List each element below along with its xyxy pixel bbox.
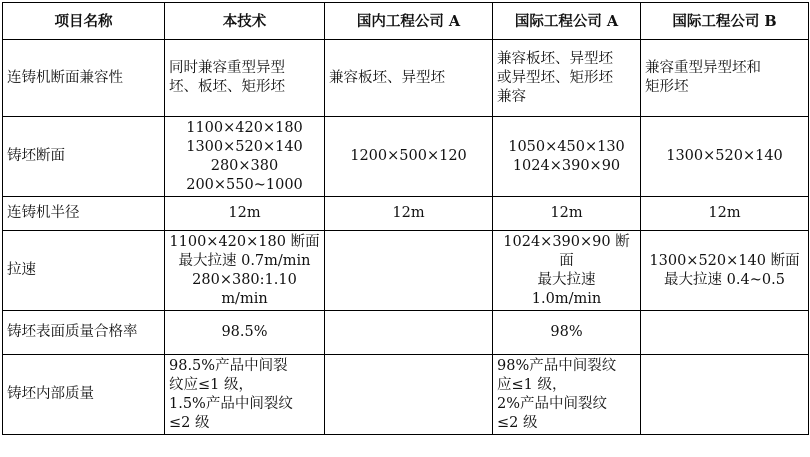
cell-line: 1300×520×140 断面 <box>649 252 800 269</box>
cell-intl-a <box>493 311 641 355</box>
cell-this-tech <box>165 355 325 435</box>
cell-line: 98.5% <box>221 324 268 340</box>
cell-intl-b <box>641 231 809 311</box>
cell-intl-a <box>493 40 641 117</box>
cell-line: m/min <box>221 290 268 307</box>
cell-line: 兼容板坯、异型坯 <box>497 50 613 67</box>
cell-line: 98%产品中间裂纹 <box>497 357 617 374</box>
row-label: 铸坯内部质量 <box>3 355 165 435</box>
cell-line: 1100×420×180 <box>186 119 303 136</box>
cell-line: 1300×520×140 <box>186 138 303 155</box>
cell-this-tech <box>165 197 325 231</box>
cell-line: 1200×500×120 <box>350 148 467 164</box>
row-caster-radius <box>3 197 809 231</box>
row-casting-speed <box>3 231 809 311</box>
cell-line: 12m <box>392 205 425 221</box>
row-label: 铸坯断面 <box>3 117 165 197</box>
cell-line: 12m <box>550 205 583 221</box>
cell-domestic-a <box>325 117 493 197</box>
header-intl-company-b: 国际工程公司 B <box>641 3 809 40</box>
cell-line: 1100×420×180 断面 <box>169 233 320 250</box>
cell-line: 280×380 <box>210 157 279 174</box>
cell-this-tech <box>165 311 325 355</box>
cell-this-tech <box>165 40 325 117</box>
cell-line: 280×380:1.10 <box>192 271 297 288</box>
cell-domestic-a <box>325 311 493 355</box>
header-item-name: 项目名称 <box>3 3 165 40</box>
cell-line: 最大拉速 0.7m/min <box>178 252 311 269</box>
cell-line: 最大拉速 0.4~0.5 <box>664 271 785 288</box>
cell-line: 98.5%产品中间裂 <box>169 357 288 374</box>
cell-intl-b <box>641 117 809 197</box>
cell-intl-a <box>493 197 641 231</box>
cell-intl-b <box>641 40 809 117</box>
cell-line: 兼容板坯、异型坯 <box>329 69 445 86</box>
cell-line: 12m <box>708 205 741 221</box>
cell-line: 1300×520×140 <box>666 148 783 164</box>
cell-line: 最大拉速 <box>537 271 596 288</box>
cell-line: 1024×390×90 <box>512 157 621 174</box>
header-row <box>3 3 809 40</box>
cell-line: 1050×450×130 <box>508 138 625 155</box>
cell-line: 12m <box>228 205 261 221</box>
cell-domestic-a <box>325 197 493 231</box>
row-section-compatibility <box>3 40 809 117</box>
header-intl-company-a: 国际工程公司 A <box>493 3 641 40</box>
cell-line: 1024×390×90 断面 <box>503 233 630 269</box>
comparison-table <box>2 2 809 435</box>
cell-line: 1.0m/min <box>531 290 602 307</box>
cell-domestic-a <box>325 231 493 311</box>
cell-line: 兼容重型异型坯和 <box>645 60 761 76</box>
cell-domestic-a <box>325 355 493 435</box>
cell-line: 坯、板坯、矩形坯 <box>169 79 285 95</box>
cell-this-tech <box>165 117 325 197</box>
cell-intl-b <box>641 311 809 355</box>
row-label: 连铸机半径 <box>3 197 165 231</box>
cell-line: 同时兼容重型异型 <box>169 60 285 76</box>
cell-intl-b <box>641 355 809 435</box>
cell-line: ≤2 级 <box>169 414 210 431</box>
cell-line: 1.5%产品中间裂纹 <box>169 395 293 412</box>
row-label: 连铸机断面兼容性 <box>3 40 165 117</box>
cell-line: 兼容 <box>497 88 526 105</box>
cell-line: 200×550~1000 <box>186 176 303 193</box>
cell-intl-b <box>641 197 809 231</box>
cell-intl-a <box>493 231 641 311</box>
row-label: 铸坯表面质量合格率 <box>3 311 165 355</box>
cell-domestic-a <box>325 40 493 117</box>
cell-line: ≤2 级 <box>497 414 538 431</box>
cell-intl-a <box>493 117 641 197</box>
cell-line: 或异型坯、矩形坯 <box>497 69 613 86</box>
cell-line: 纹应≤1 级， <box>169 376 253 393</box>
row-label: 拉速 <box>3 231 165 311</box>
cell-line: 应≤1 级， <box>497 376 567 393</box>
header-this-tech: 本技术 <box>165 3 325 40</box>
cell-line: 98% <box>550 324 583 340</box>
cell-this-tech <box>165 231 325 311</box>
cell-line: 矩形坯 <box>645 79 689 95</box>
row-internal-quality <box>3 355 809 435</box>
header-domestic-company-a: 国内工程公司 A <box>325 3 493 40</box>
row-surface-quality-rate <box>3 311 809 355</box>
row-billet-section <box>3 117 809 197</box>
cell-intl-a <box>493 355 641 435</box>
cell-line: 2%产品中间裂纹 <box>497 395 608 412</box>
